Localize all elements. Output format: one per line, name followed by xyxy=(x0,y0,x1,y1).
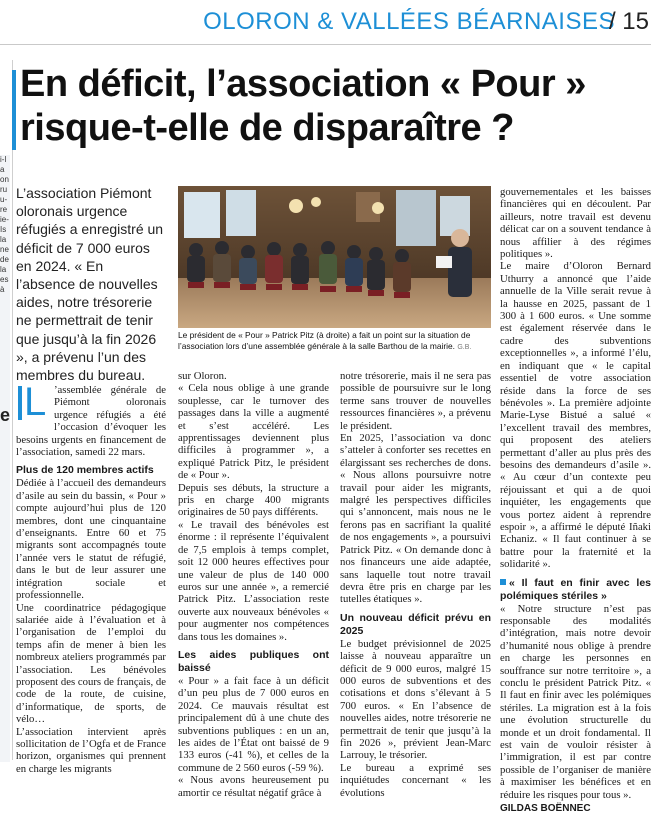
subheading-polemics-text: « Il faut en finir avec les polémiques stériles » xyxy=(500,576,651,602)
paragraph: sur Oloron. xyxy=(178,370,227,382)
subheading-members: Plus de 120 membres actifs xyxy=(16,464,154,477)
headline-accent-bar xyxy=(12,70,16,150)
drop-cap-bar xyxy=(18,386,22,420)
paragraph: Une coordinatrice pédagogique salariée aide à l’évaluation et à l’organisation de l’emploi du temps afin de mener à bien les nombreux ateliers programmés par l’association. Les bénévoles proposent des cours de français, de code de la route, de cuisine, d’informatique, de sports, de vélo… xyxy=(16,601,166,726)
paragraph: « Notre structure n’est pas responsable des modalités d’intégration, mais notre devoir d’humanité nous oblige à prendre en charge les personnes en souffrance sur notre territoire », a conclu le président Patrick Pitz. « Il faut en finir avec les polémiques stériles. La migration est à la fois une évolution structurelle du monde et un droit fondamental. Il est vain de vouloir résister à l’immigration, il est par contre possible de l’organiser de manière à maximiser les bénéfices et en réduire les risques pour tous ». xyxy=(500,602,651,801)
article-column-1 xyxy=(16,380,166,775)
paragraph: Le maire d’Oloron Bernard Uthurry a annoncé que l’aide annuelle de la Ville serait revue à la hausse en 2025, passant de 1 300 à 1 600 euros. « Une somme est également réservée dans le cadre des subventions exceptionnelles », a informé l’élu, en indiquant que « le capital essentiel de votre association réside dans la force de ses bénévoles ». La première adjointe Marie-Lyse Bistué a salué « l’excellent travail des membres, qui proposent des ateliers permettant d’aller au plus près des besoins des demandeurs d’asile ». « Au cœur d’un contexte peu réjouissant et qui a de quoi inquiéter, les engagements que vous portez aident à reprendre espoir », a affirmé le député Iñaki Echaniz. « Il faut continuer à se battre pour la fraternité et la solidarité ». xyxy=(500,260,651,571)
article-column-2 xyxy=(178,370,329,799)
article-column-3 xyxy=(340,370,491,799)
paragraph: « Pour » a fait face à un déficit d’un peu plus de 7 000 euros en 2024. Ce mauvais résultat est principalement dû à une chute des subventions publiques : en un an, les aides de l’État ont baissé de 9 133 euros (-41 %), et celles de la commune de 2 560 euros (-59 %). xyxy=(178,674,329,774)
paragraph: Le bureau a exprimé ses inquiétudes concernant « les évolutions xyxy=(340,761,491,799)
paragraph: L’association intervient après sollicitation de l’Ogfa et de France horizon, organismes qui prennent en charge les migrants xyxy=(16,725,166,775)
paragraph: gouvernementales et les baisses financières qui en découlent. Par ailleurs, notre travail est devenu délicat car on a souvent tendance à nous affilier à des régimes politiques ». xyxy=(500,186,651,261)
paragraph: Dédiée à l’accueil des demandeurs d’asile au sein du bassin, « Pour » compte aujourd’hui plus de 120 membres, dont une cinquantaine d’enseignants. Entre 60 et 75 migrants sont accompagnés toute l’année vers le statut de réfugié, dans le but de leur assurer une intégration sociale et professionnelle. xyxy=(16,477,166,602)
paragraph: « Nous avons heureusement pu amortir ce résultat négatif grâce à xyxy=(178,774,329,799)
photo-caption xyxy=(178,330,491,353)
adjacent-article-text: i-la on ru u- re ie- Is la ne de la es à xyxy=(0,155,9,294)
paragraph: Depuis ses débuts, la structure a pris en charge 400 migrants originaires de 50 pays différents. xyxy=(178,481,329,519)
paragraph: « Cela nous oblige à une grande souplesse, car le turnover des passages dans la ville a augmenté et s’est accéléré. Les apprentissages deviennent plus difficiles à programmer », a expliqué Patrick Pitz, le président de « Pour ». xyxy=(178,382,329,482)
article-photo xyxy=(178,186,491,328)
subheading-polemics xyxy=(500,577,651,603)
meeting-photo-illustration xyxy=(178,186,491,328)
subheading-new-deficit: Un nouveau déficit prévu en 2025 xyxy=(340,611,491,637)
caption-text: Le président de « Pour » Patrick Pitz (à droite) a fait un point sur la situation de l’association lors d’une assemblée générale à la salle Barthou de la mairie. xyxy=(178,330,471,351)
subheading-public-aid: Les aides publiques ont baissé xyxy=(178,648,329,674)
photo-credit: G.B. xyxy=(457,344,472,351)
bullet-square-icon xyxy=(500,579,506,585)
paragraph: Le budget prévisionnel de 2025 laisse à nouveau apparaître un déficit de 9 000 euros, malgré 15 000 euros de subventions et des cotisations et dons s’élevant à 5 700 euros. « En l’absence de nouvelles aides, notre trésorerie ne permettrait de tenir que jusqu’à la fin 2026 », prévient Jean-Marc Larrouy, le trésorier. xyxy=(340,637,491,762)
drop-cap-letter: L xyxy=(24,380,47,424)
article-column-4 xyxy=(500,186,651,816)
paragraph: notre trésorerie, mais il ne sera pas possible de poursuivre sur le long terme sans trouver de nouvelles ressources financières », a prévenu le président. xyxy=(340,370,491,432)
article-lead: L’association Piémont oloronais urgence réfugiés a enregistré un déficit de 7 000 euros en 2024. « En l’absence de nouvelles aides, notre trésorerie ne permettrait de tenir que jusqu’à la fin 2026 », a prévenu l’un des membres du bureau. xyxy=(16,185,164,384)
page-number: / 15 xyxy=(608,8,649,35)
paragraph: « Le travail des bénévoles est énorme : il représente l’équivalent de 7,5 emplois à temps complet, soit 12 000 heures effectives pour une valeur de plus de 140 000 euros sur une année », a remercié Patrick Pitz. L’association reste ouverte aux nouveaux bénévoles « pour augmenter nos compétences dans tous les domaines ». xyxy=(178,518,329,643)
paragraph: En 2025, l’association va donc s’atteler à conforter ses recettes en élargissant ses recherches de dons. « Nous allons poursuivre notre travail pour aider les migrants, malgré les perspectives difficiles qui s’annoncent, mais nous ne le ferons pas en sacrifiant la qualité de nos engagements », a poursuivi Patrick Pitz. « On demande donc à nos financeurs une aide adaptée, sans laquelle tout notre travail devra être pris en charge par les tutelles étatiques ». xyxy=(340,432,491,606)
adjacent-article-strip xyxy=(0,155,10,762)
header-rule xyxy=(0,44,651,45)
intro-paragraph: ’assemblée générale de Piémont oloronais urgence réfugiés a été l’occasion d’évoquer les besoins urgents en financement de l’association, samedi 22 mars. xyxy=(16,384,166,459)
adjacent-article-heading-fragment: e xyxy=(0,405,10,425)
page-header xyxy=(0,0,651,46)
author-signature: GILDAS BOËNNEC xyxy=(500,803,591,815)
section-title: OLORON & VALLÉES BÉARNAISES xyxy=(203,8,615,35)
column-separator xyxy=(12,60,13,760)
headline-text: En déficit, l’association « Pour » risque-t-elle de disparaître ? xyxy=(20,63,586,149)
drop-cap xyxy=(16,380,50,424)
article-headline xyxy=(20,62,650,150)
